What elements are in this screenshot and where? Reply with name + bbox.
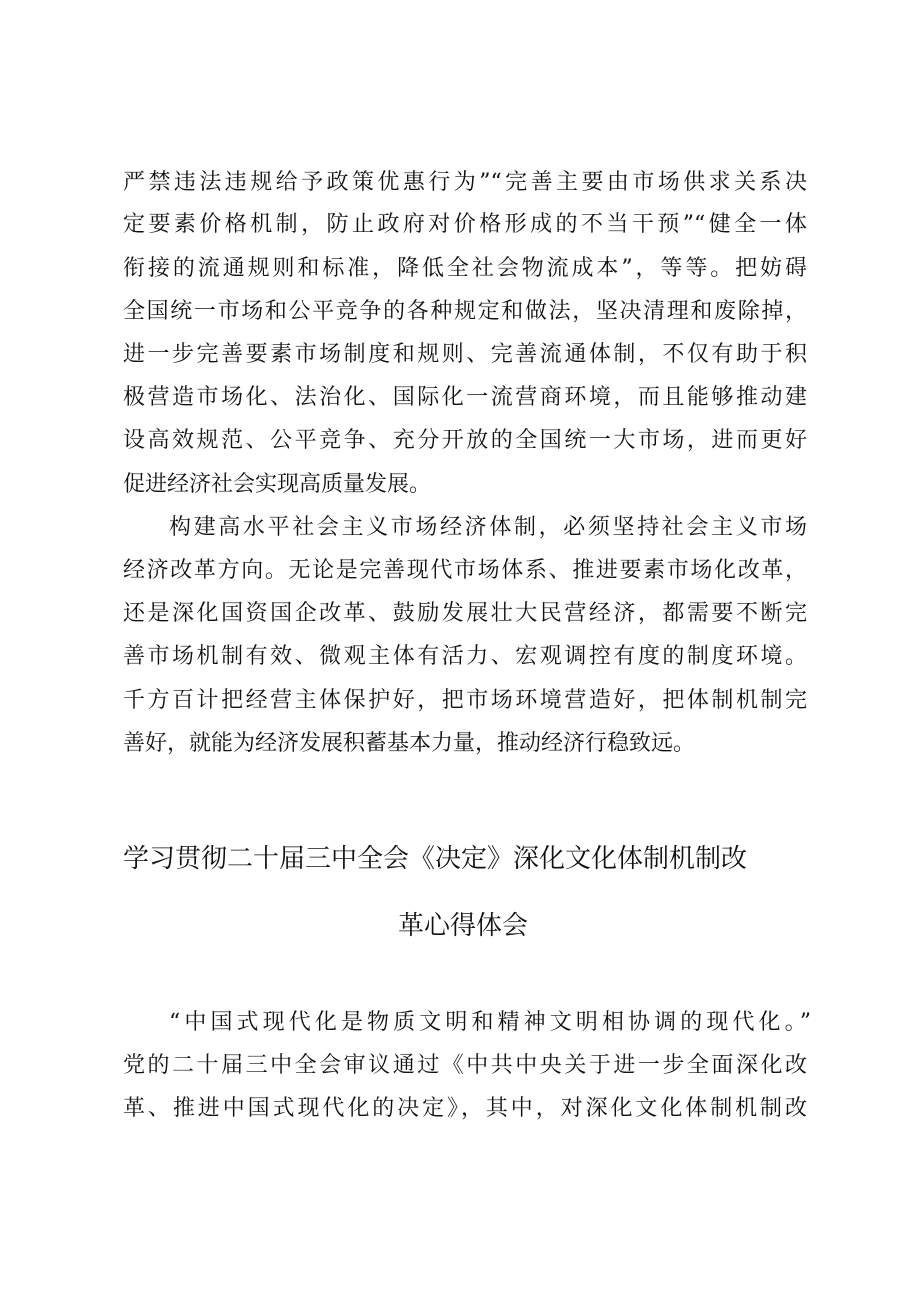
text-line: 善好，就能为经济发展积蓄基本力量，推动经济行稳致远。 (123, 731, 696, 756)
text-line: 定要素价格机制，防止政府对价格形成的不当干预”“健全一体 (123, 212, 807, 237)
text-line: 极营造市场化、法治化、国际化一流营商环境，而且能够推动建 (123, 385, 807, 410)
heading-line-2: 革心得体会 (398, 911, 529, 941)
text-line: 还是深化国资国企改革、鼓励发展壮大民营经济，都需要不断完 (123, 601, 807, 626)
text-line: 善市场机制有效、微观主体有活力、宏观调控有度的制度环境。 (123, 644, 807, 669)
text-line: “中国式现代化是物质文明和精神文明相协调的现代化。” (169, 1010, 811, 1035)
text-line: 衔接的流通规则和标准，降低全社会物流成本”，等等。把妨碍 (123, 256, 807, 281)
text-line: 促进经济社会实现高质量发展。 (123, 472, 432, 497)
text-line: 构建高水平社会主义市场经济体制，必须坚持社会主义市场 (169, 515, 807, 540)
text-line: 进一步完善要素市场制度和规则、完善流通体制，不仅有助于积 (123, 342, 807, 367)
text-line: 革、推进中国式现代化的决定》，其中，对深化文化体制机制改 (123, 1096, 807, 1121)
heading-line-1: 学习贯彻二十届三中全会《决定》深化文化体制机制改 (123, 844, 748, 874)
text-line: 经济改革方向。无论是完善现代市场体系、推进要素市场化改革， (123, 558, 807, 583)
text-line: 党的二十届三中全会审议通过《中共中央关于进一步全面深化改 (123, 1053, 807, 1078)
text-line: 全国统一市场和公平竞争的各种规定和做法，坚决清理和废除掉， (123, 299, 807, 324)
text-line: 千方百计把经营主体保护好，把市场环境营造好，把体制机制完 (123, 688, 807, 713)
text-line: 严禁违法违规给予政策优惠行为”“完善主要由市场供求关系决 (123, 170, 807, 195)
text-line: 设高效规范、公平竞争、充分开放的全国统一大市场，进而更好 (123, 428, 807, 453)
